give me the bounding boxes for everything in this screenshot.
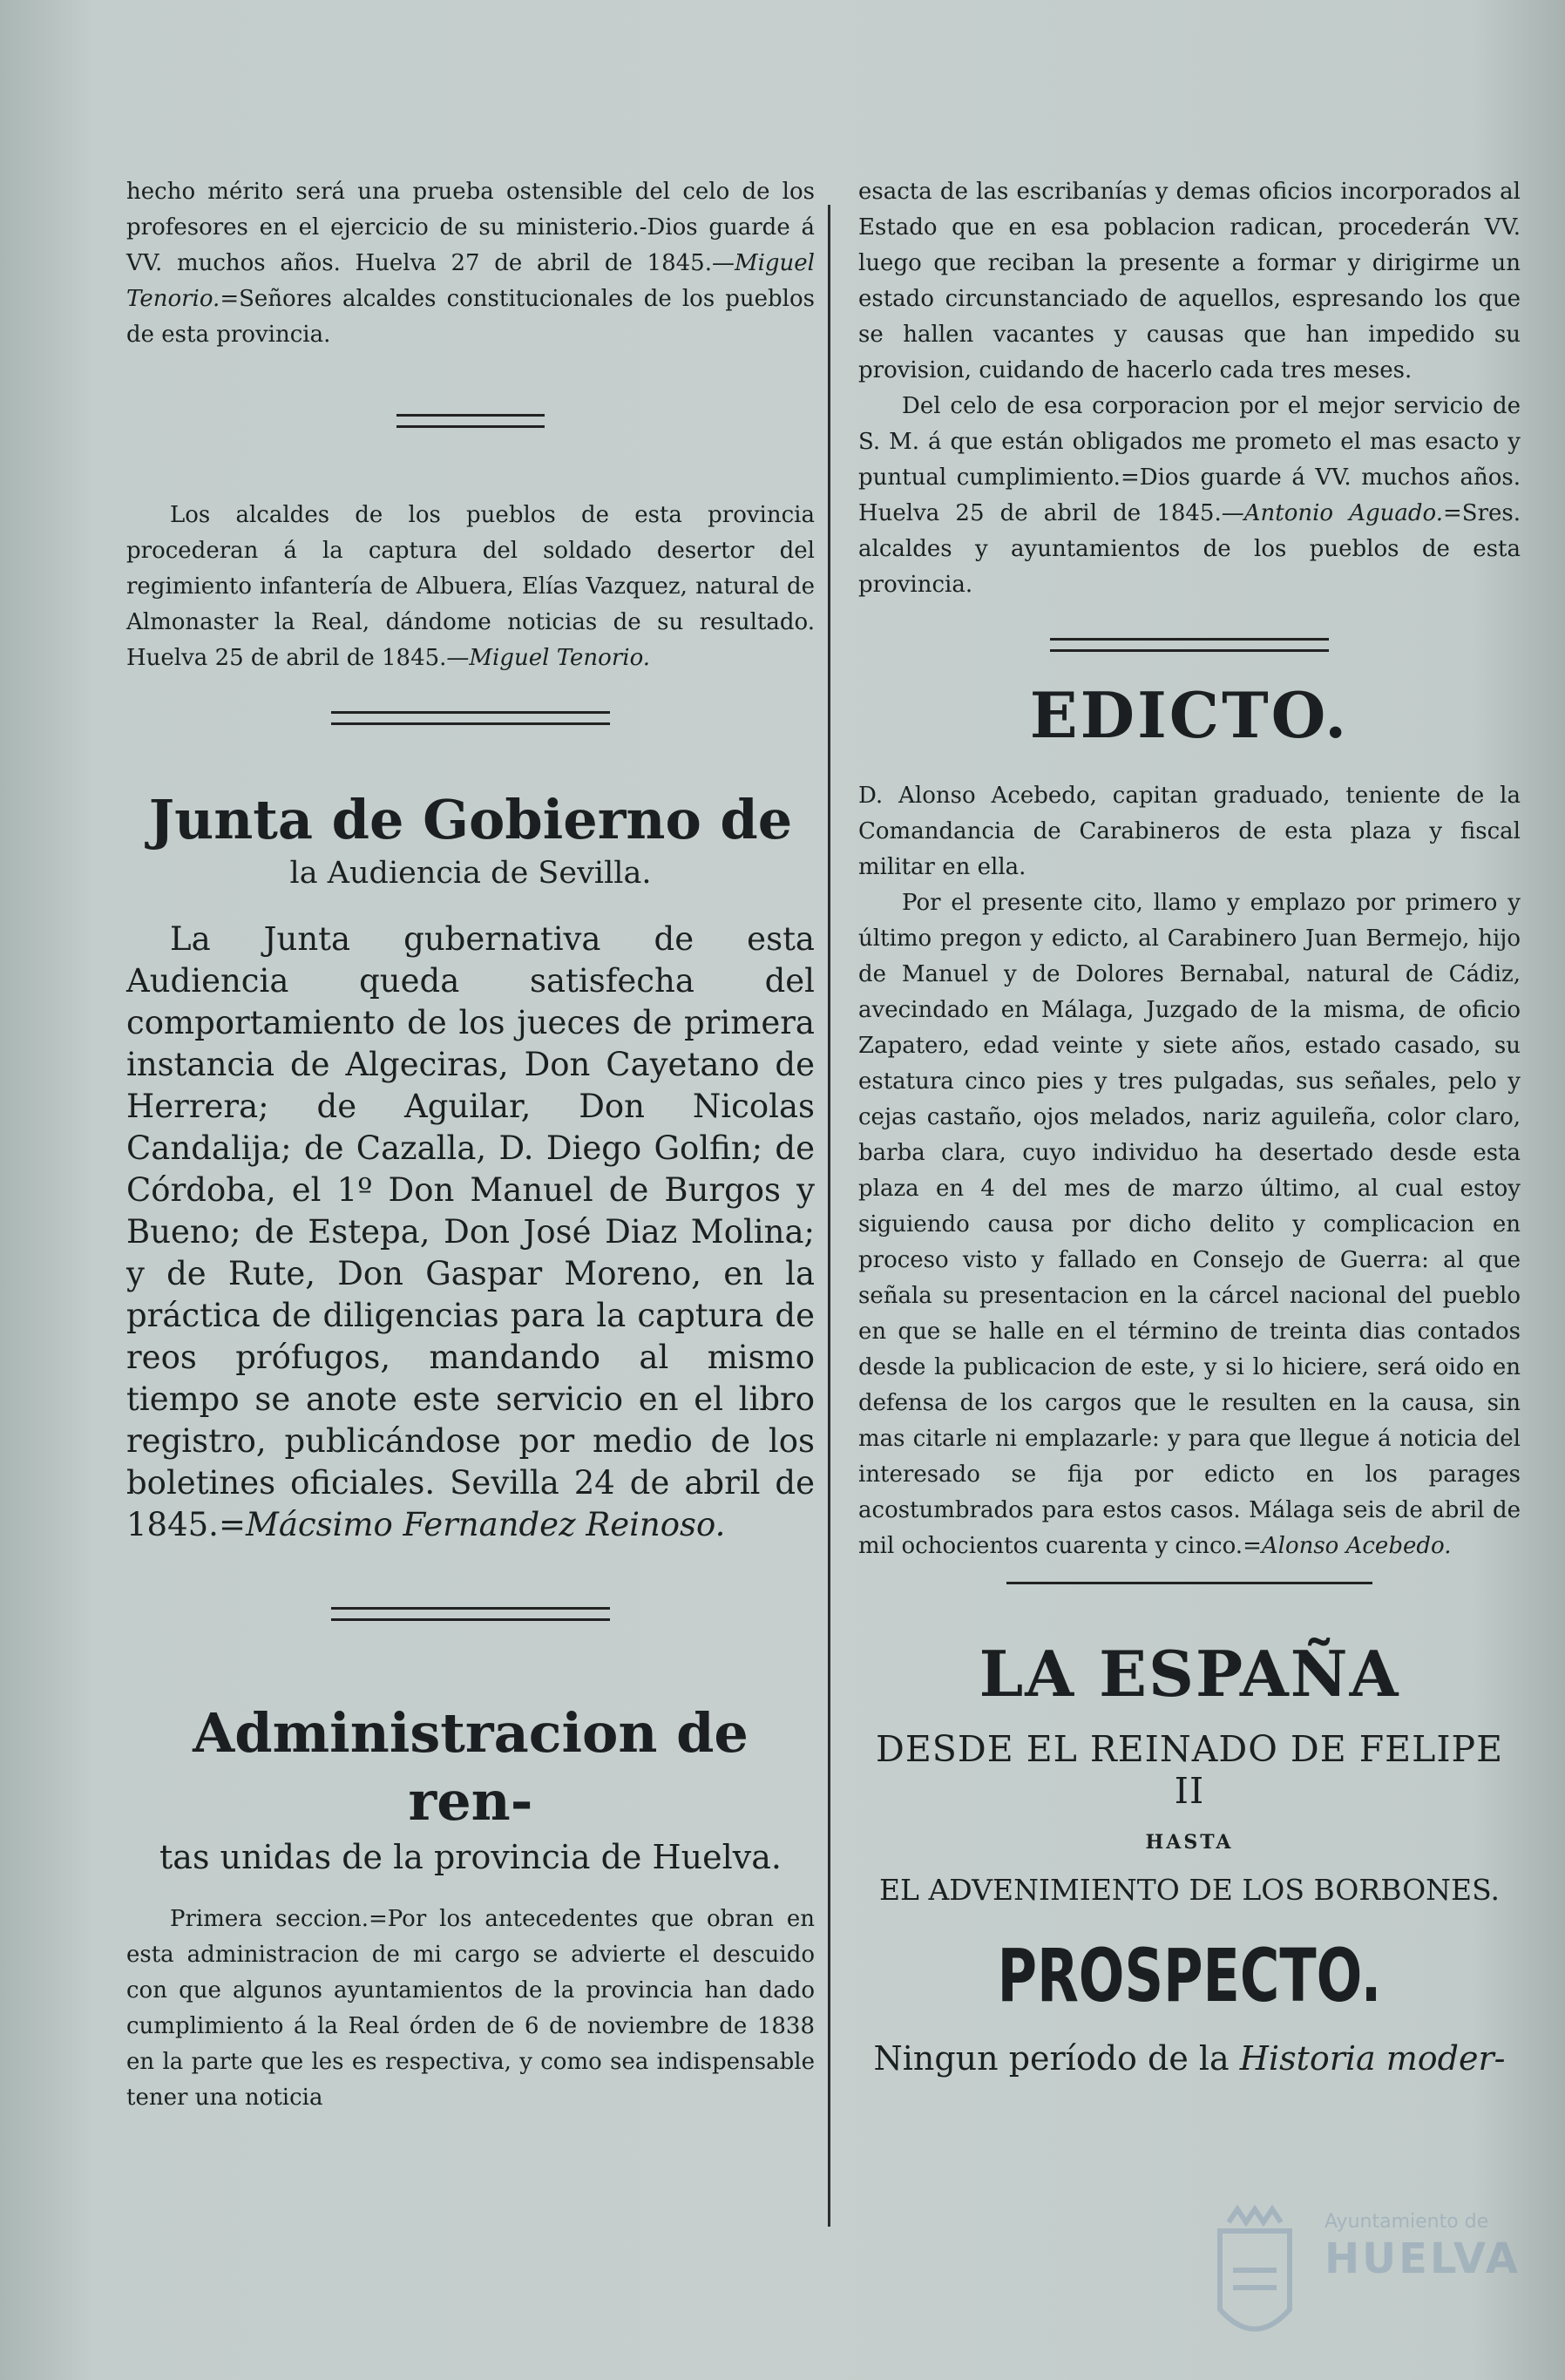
section-rule xyxy=(331,711,610,725)
hasta-label: HASTA xyxy=(1145,1831,1234,1854)
junta-text: La Junta gubernativa de esta Audiencia queda satisfecha del comportamiento de los jueces de primera instancia de Algeciras, Don Cayetano de Herrera; de Aguilar, Don Nicolas Candalija; de Cazalla, D. Diego Golfin; de Córdoba, el 1º Don Manuel de Burgos y Bueno; de Estepa, Don José Diaz Molina; y de Rute, Don Gaspar Moreno, en la práctica de diligencias para la captura de reos prófugos, mandando al mismo tiempo se anote este servicio en el libro registro, publicándose por medio de los boletines oficiales. Sevilla 24 de abril de 1845. xyxy=(126,920,815,1543)
edicto-body xyxy=(858,885,1521,1564)
administracion-body: Primera seccion.=Por los antecedentes que obran en esta administracion de mi cargo se advierte el descuido con que algunos ayuntamientos de la provincia han dado cumplimiento á la Real órden de 6 de noviembre de 1838 en la parte que les es respectiva, y como sea indispensable tener una noticia xyxy=(126,1906,815,2111)
section-rule xyxy=(1050,638,1329,652)
edicto-text: Por el presente cito, llamo y emplazo por primero y último pregon y edicto, al Carabinero Juan Bermejo, hijo de Manuel y de Dolores Bernabal, natural de Cádiz, avecindado en Málaga, Juzgado de la misma, de oficio Zapatero, edad veinte y siete años, estado casado, su estatura cinco pies y tres pulgadas, sus señales, pelo y cejas castaño, ojos melados, nariz aguileña, color claro, barba clara, cuyo individuo ha desertado desde esta plaza en 4 del mes de marzo último, al cual estoy siguiendo causa por dicho delito y complicacion en proceso visto y fallado en Consejo de Guerra: al que señala su presentacion en la cárcel nacional del pueblo en que se halle en el término de treinta dias contados desde la publicacion de este, y si lo hiciere, será oido en defensa de los cargos que le resulten en la causa, sin mas citarle ni emplazarle: y para que llegue á noticia del interesado se fija por edicto en los parages acostumbrados para estos casos. Málaga seis de abril de mil ochocientos cuarenta y cinco. xyxy=(858,890,1521,1559)
watermark-text xyxy=(1324,2210,1521,2283)
left-column xyxy=(126,174,815,2116)
celo-signature: —Antonio Aguado. xyxy=(1221,500,1443,526)
celo-paragraph xyxy=(858,389,1521,603)
edicto-heading: EDICTO. xyxy=(1029,678,1350,752)
oficios-paragraph: esacta de las escribanías y demas oficios incorporados al Estado que en esa poblacion radican, procederán VV. luego que reciban la presente a formar y dirigirme un estado circunstanciado de aquellos, espresando los que se hallen vacantes y causas que han impedido su provision, cuidando de hacerlo cada tres meses. xyxy=(858,179,1521,383)
watermark-line2: HUELVA xyxy=(1324,2234,1521,2283)
right-column xyxy=(858,174,1521,2078)
junta-body xyxy=(126,919,815,1546)
administracion-heading: Administracion de ren- xyxy=(193,1701,749,1833)
celo-text: Del celo de esa corporacion por el mejor servicio de S. M. á que están obligados me prometo el mas esacto y puntual cumplimiento.=Dios guarde á VV. muchos años. Huelva 25 de abril de 1845. xyxy=(858,393,1521,526)
intro-paragraph xyxy=(126,174,815,353)
prospecto-heading: PROSPECTO. xyxy=(997,1933,1382,2018)
section-rule xyxy=(1006,1582,1372,1584)
prospecto-line-text: Ningun período de la xyxy=(873,2039,1240,2078)
intro-addressee: =Señores alcaldes constitucionales de los pueblos de esta provincia. xyxy=(126,286,815,348)
edicto-header: D. Alonso Acebedo, capitan graduado, teniente de la Comandancia de Carabineros de esta plaza y fiscal militar en ella. xyxy=(858,783,1521,880)
administracion-subheading: tas unidas de la provincia de Huelva. xyxy=(159,1838,782,1876)
archive-watermark xyxy=(1203,2205,1521,2353)
prospecto-first-line xyxy=(858,2039,1521,2078)
intro-text: hecho mérito será una prueba ostensible del celo de los profesores en el ejercicio de su ministerio.-Dios guarde á VV. muchos años. Huelva 27 de abril de 1845. xyxy=(126,179,815,276)
notice-text: Los alcaldes de los pueblos de esta provincia procederan á la captura del soldado desertor del regimiento infantería de Albuera, Elías Vazquez, natural de Almonaster la Real, dándome noticias de su resultado. Huelva 25 de abril de 1845. xyxy=(126,502,815,671)
desertor-notice xyxy=(126,498,815,676)
section-rule xyxy=(331,1607,610,1621)
intro-signature: —Miguel Tenorio. xyxy=(126,250,815,312)
advenimiento-subheading: EL ADVENIMIENTO DE LOS BORBONES. xyxy=(878,1873,1501,1907)
notice-signature: —Miguel Tenorio. xyxy=(446,645,651,671)
reinado-subheading: DESDE EL REINADO DE FELIPE II xyxy=(875,1728,1504,1812)
junta-heading: Junta de Gobierno de xyxy=(148,788,793,851)
celo-addressee: =Sres. alcaldes y ayuntamientos de los pueblos de esta provincia. xyxy=(858,500,1521,598)
junta-signature: =Mácsimo Fernandez Reinoso. xyxy=(218,1506,726,1543)
section-rule xyxy=(396,414,545,428)
watermark-line1: Ayuntamiento de xyxy=(1324,2211,1489,2233)
espana-heading: LA ESPAÑA xyxy=(979,1637,1400,1711)
edicto-signature: =Alonso Acebedo. xyxy=(1243,1533,1452,1559)
huelva-coat-of-arms-icon xyxy=(1203,2205,1307,2353)
column-divider xyxy=(828,205,830,2227)
prospecto-line-italic: Historia moder- xyxy=(1239,2039,1506,2078)
junta-subheading: la Audiencia de Sevilla. xyxy=(289,856,652,891)
